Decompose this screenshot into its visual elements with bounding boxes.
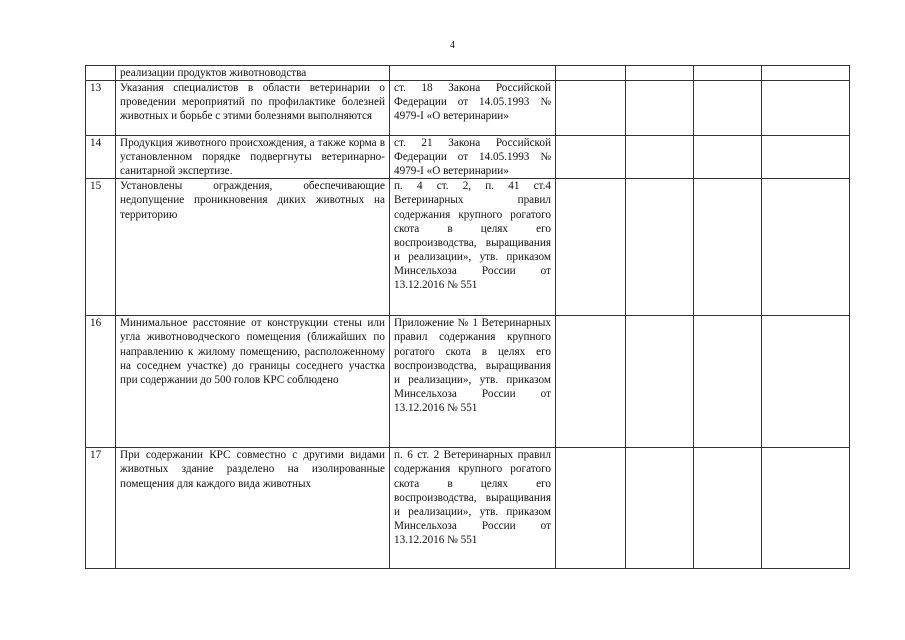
- notes-cell: [762, 81, 850, 136]
- answer-cell-na: [694, 81, 762, 136]
- table-row: [86, 448, 850, 569]
- requirement-cell: реализации продуктов животноводства: [116, 66, 390, 81]
- notes-cell: [762, 448, 850, 569]
- requirement-cell: Минимальное расстояние от конструкции стены или угла животноводческого помещения (ближайших по направлению к жилому помещению, расположенному на соседнем участке) до границы соседнего участка при содержании до 500 голов КРС соблюдено: [116, 316, 390, 448]
- table-row: [86, 81, 850, 136]
- answer-cell-yes: [556, 448, 626, 569]
- notes-cell: [762, 316, 850, 448]
- table-row: [86, 316, 850, 448]
- notes-cell: [762, 66, 850, 81]
- row-number: [86, 66, 116, 81]
- answer-cell-no: [626, 81, 694, 136]
- requirement-cell: Продукция животного происхождения, а также корма в установленном порядке подвергнуты ветеринарно-санитарной экспертизе.: [116, 136, 390, 179]
- answer-cell-yes: [556, 136, 626, 179]
- notes-cell: [762, 136, 850, 179]
- notes-cell: [762, 179, 850, 316]
- row-number: 16: [86, 316, 116, 448]
- answer-cell-no: [626, 66, 694, 81]
- requirement-cell: Указания специалистов в области ветеринарии о проведении мероприятий по профилактике болезней животных и борьбе с этими болезнями выполняются: [116, 81, 390, 136]
- table-row: [86, 179, 850, 316]
- reference-cell: ст. 21 Закона Российской Федерации от 14.05.1993 № 4979-I «О ветеринарии»: [390, 136, 556, 179]
- reference-cell: п. 4 ст. 2, п. 41 ст.4 Ветеринарных правил содержания крупного рогатого скота в целях его воспроизводства, выращивания и реализации», утв. приказом Минсельхоза России от 13.12.2016 № 551: [390, 179, 556, 316]
- answer-cell-yes: [556, 179, 626, 316]
- answer-cell-yes: [556, 66, 626, 81]
- answer-cell-yes: [556, 81, 626, 136]
- reference-cell: ст. 18 Закона Российской Федерации от 14.05.1993 № 4979-I «О ветеринарии»: [390, 81, 556, 136]
- row-number: 17: [86, 448, 116, 569]
- reference-cell: [390, 66, 556, 81]
- answer-cell-yes: [556, 316, 626, 448]
- answer-cell-no: [626, 179, 694, 316]
- answer-cell-na: [694, 316, 762, 448]
- answer-cell-no: [626, 136, 694, 179]
- requirement-cell: Установлены ограждения, обеспечивающие недопущение проникновения диких животных на территорию: [116, 179, 390, 316]
- answer-cell-no: [626, 316, 694, 448]
- requirement-cell: При содержании КРС совместно с другими видами животных здание разделено на изолированные помещения для каждого вида животных: [116, 448, 390, 569]
- answer-cell-na: [694, 448, 762, 569]
- page-number: 4: [450, 40, 455, 51]
- answer-cell-na: [694, 66, 762, 81]
- row-number: 14: [86, 136, 116, 179]
- answer-cell-no: [626, 448, 694, 569]
- row-number: 13: [86, 81, 116, 136]
- answer-cell-na: [694, 136, 762, 179]
- row-number: 15: [86, 179, 116, 316]
- reference-cell: Приложение № 1 Ветеринарных правил содержания крупного рогатого скота в целях его воспроизводства, выращивания и реализации», утв. приказом Минсельхоза России от 13.12.2016 № 551: [390, 316, 556, 448]
- table-row: [86, 136, 850, 179]
- answer-cell-na: [694, 179, 762, 316]
- reference-cell: п. 6 ст. 2 Ветеринарных правил содержания крупного рогатого скота в целях его воспроизводства, выращивания и реализации», утв. приказом Минсельхоза России от 13.12.2016 № 551: [390, 448, 556, 569]
- checklist-table: [85, 65, 850, 569]
- table-row: [86, 66, 850, 81]
